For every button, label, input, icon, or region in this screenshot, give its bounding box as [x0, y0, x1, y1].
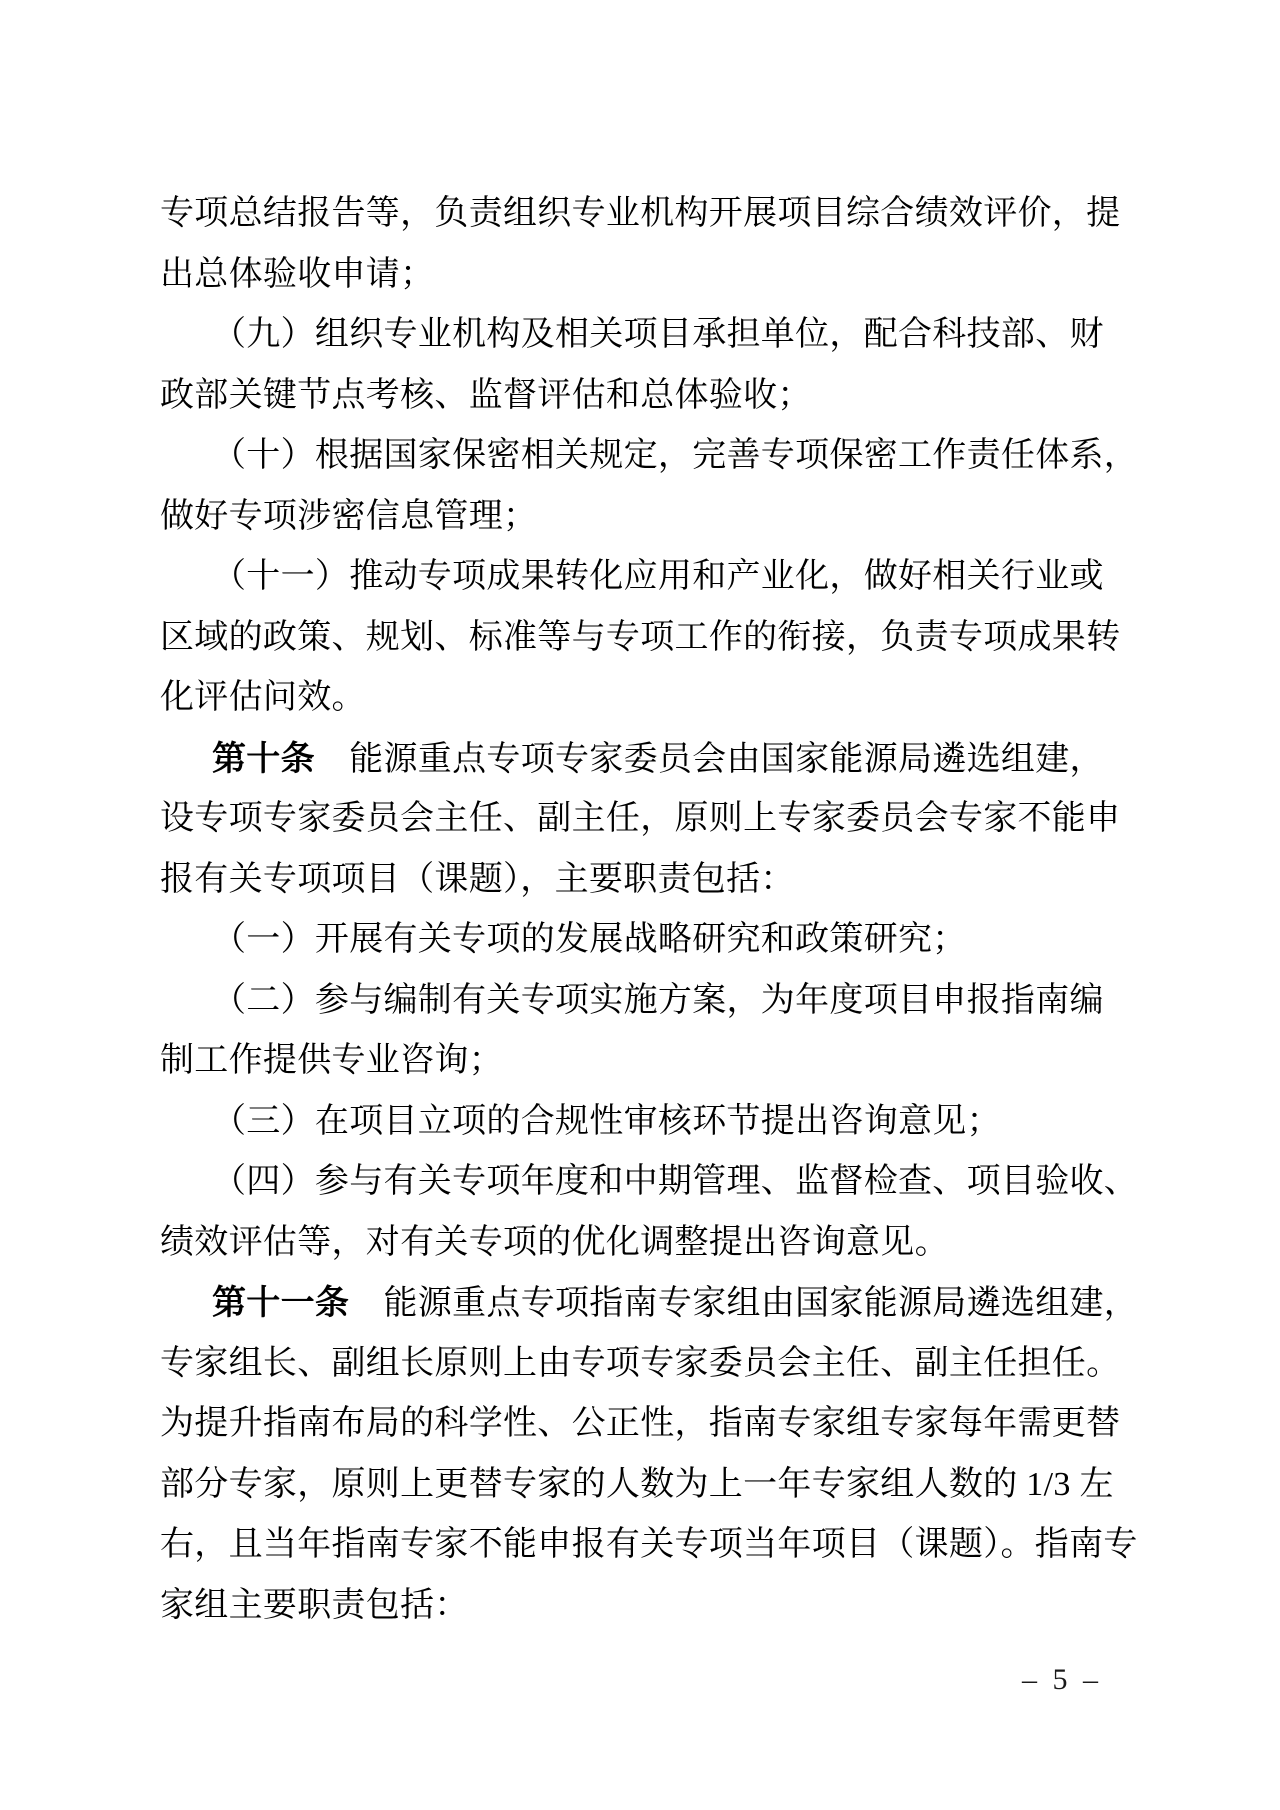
document-line [160, 184, 1124, 245]
document-line [160, 971, 1124, 1032]
line-text: 能源重点专项指南专家组由国家能源局遴选组建， [349, 1285, 1139, 1322]
document-line [160, 668, 1124, 729]
document-line [160, 487, 1124, 548]
document-line [160, 1092, 1124, 1153]
line-text: （十一）推动专项成果转化应用和产业化，做好相关行业或 [212, 558, 1104, 595]
document-line [160, 1455, 1124, 1516]
document-line [160, 910, 1124, 971]
line-text: 政部关键节点考核、监督评估和总体验收； [160, 376, 812, 414]
line-text: 专家组长、副组长原则上由专项专家委员会主任、副主任担任。 [160, 1344, 1121, 1382]
article-heading: 第十条 [212, 739, 315, 778]
line-text: 为提升指南布局的科学性、公正性，指南专家组专家每年需更替 [160, 1405, 1121, 1442]
document-line [160, 789, 1124, 850]
document-line [160, 850, 1124, 911]
document-line [160, 729, 1124, 790]
line-text: （一）开展有关专项的发展战略研究和政策研究； [212, 921, 967, 958]
document-line [160, 1273, 1139, 1334]
line-text: （十）根据国家保密相关规定，完善专项保密工作责任体系， [212, 437, 1139, 474]
line-text: 部分专家，原则上更替专家的人数为上一年专家组人数的 1/3 左 [160, 1465, 1114, 1503]
line-text: 制工作提供专业咨询； [160, 1042, 503, 1079]
document-line [160, 1213, 1124, 1274]
document-line [160, 305, 1124, 366]
line-text: 专项总结报告等，负责组织专业机构开展项目综合绩效评价，提 [160, 195, 1121, 232]
line-text: 出总体验收申请； [160, 255, 435, 293]
line-text: （三）在项目立项的合规性审核环节提出咨询意见； [212, 1102, 1001, 1140]
page-number: – 5 – [1022, 1663, 1102, 1696]
line-text: （二）参与编制有关专项实施方案，为年度项目申报指南编 [212, 981, 1104, 1019]
document-line [160, 426, 1139, 487]
line-text: 家组主要职责包括： [160, 1586, 469, 1624]
line-text: 右，且当年指南专家不能申报有关专项当年项目（课题）。指南专 [160, 1526, 1138, 1563]
line-text: 做好专项涉密信息管理； [160, 497, 538, 535]
line-text: 能源重点专项专家委员会由国家能源局遴选组建， [314, 740, 1104, 778]
line-text: （四）参与有关专项年度和中期管理、监督检查、项目验收、 [212, 1163, 1139, 1200]
document-line [160, 1515, 1138, 1576]
document-line [160, 1031, 1124, 1092]
document-line [160, 547, 1124, 608]
document-line [160, 1394, 1124, 1455]
line-text: 区域的政策、规划、标准等与专项工作的衔接，负责专项成果转 [160, 618, 1121, 656]
line-text: 化评估问效。 [160, 679, 366, 716]
line-text: 报有关专项项目（课题），主要职责包括： [160, 860, 795, 898]
document-line [160, 608, 1124, 669]
document-line [160, 1152, 1139, 1213]
document-line [160, 1334, 1124, 1395]
document-line [160, 366, 1124, 427]
line-text: （九）组织专业机构及相关项目承担单位，配合科技部、财 [212, 316, 1104, 353]
article-heading: 第十一条 [212, 1284, 350, 1322]
document-lines [160, 184, 1139, 1636]
line-text: 绩效评估等，对有关专项的优化调整提出咨询意见。 [160, 1223, 949, 1261]
document-line [160, 245, 1124, 306]
document-line [160, 1576, 1124, 1637]
line-text: 设专项专家委员会主任、副主任，原则上专家委员会专家不能申 [160, 800, 1121, 837]
